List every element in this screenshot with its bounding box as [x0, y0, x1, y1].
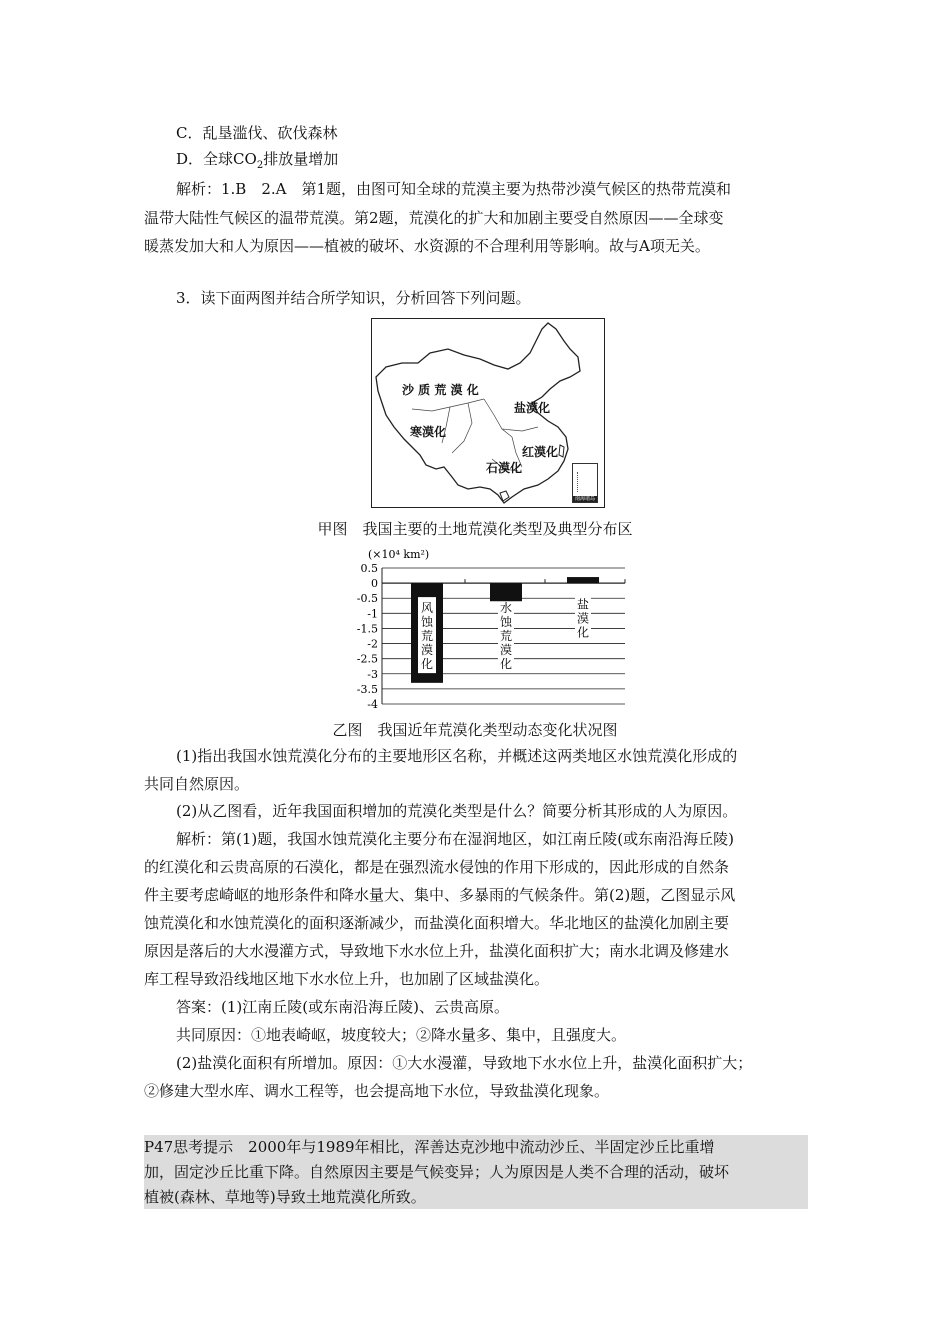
bar-category-label: 风蚀荒漠化 [420, 601, 434, 672]
label-cold: 寒漠化 [410, 425, 447, 439]
chart-unit-label: (×10⁴ km²) [368, 548, 430, 561]
bar-2 [490, 583, 522, 601]
option-d-post: 排放量增加 [263, 150, 339, 168]
label-rocky: 石漠化 [486, 461, 523, 475]
thinking-tip-box [144, 1135, 808, 1209]
chart-caption: 乙图 我国近年荒漠化类型动态变化状况图 [332, 721, 618, 739]
answer-line-1: 答案：(1)江南丘陵(或东南沿海丘陵)、云贵高原。 [176, 998, 509, 1016]
answer-line-2: 共同原因：①地表崎岖，坡度较大；②降水量多、集中，且强度大。 [176, 1026, 627, 1044]
option-c: C．乱垦滥伐、砍伐森林 [176, 124, 338, 142]
y-tick-label: -3 [367, 667, 378, 681]
y-tick-label: -4 [367, 698, 378, 710]
y-tick-label: -1 [367, 607, 378, 621]
analysis-line-4: 蚀荒漠化和水蚀荒漠化的面积逐渐减少，而盐漠化面积增大。华北地区的盐漠化加剧主要 [144, 914, 730, 932]
option-d-pre: D．全球CO [176, 150, 257, 168]
answer-line-3: (2)盐漠化面积有所增加。原因：①大水漫灌，导致地下水水位上升，盐漠化面积扩大； [176, 1054, 753, 1072]
bar-category-label: 盐漠化 [576, 597, 590, 640]
south-china-sea-inset [572, 463, 598, 503]
y-tick-label: -1.5 [356, 622, 378, 636]
question-2: (2)从乙图看，近年我国面积增加的荒漠化类型是什么？简要分析其形成的人为原因。 [176, 802, 738, 820]
question-3-stem: 3．读下面两图并结合所学知识，分析回答下列问题。 [176, 289, 531, 307]
map-caption: 甲图 我国主要的土地荒漠化类型及典型分布区 [317, 520, 633, 538]
analysis-line-3: 件主要考虑崎岖的地形条件和降水量大、集中、多暴雨的气候条件。第(2)题，乙图显示风 [144, 886, 736, 904]
y-tick-label: 0.5 [360, 562, 378, 575]
tip-line-3: 植被(森林、草地等)导致土地荒漠化所致。 [144, 1188, 426, 1206]
label-saline: 盐漠化 [514, 401, 551, 415]
desertification-change-chart [340, 545, 640, 710]
question-1-line-2: 共同自然原因。 [144, 775, 250, 793]
answer-line-4: ②修建大型水库、调水工程等，也会提高地下水位，导致盐漠化现象。 [144, 1082, 610, 1100]
bar-category-label: 水蚀荒漠化 [499, 601, 513, 672]
analysis-line-2: 的红漠化和云贵高原的石漠化，都是在强烈流水侵蚀的作用下形成的，因此形成的自然条 [144, 858, 730, 876]
question-1-line-1: (1)指出我国水蚀荒漠化分布的主要地形区名称，并概述这两类地区水蚀荒漠化形成的 [176, 747, 738, 765]
analysis-line-5: 原因是落后的大水漫灌方式，导致地下水水位上升，盐漠化面积扩大；南水北调及修建水 [144, 942, 730, 960]
option-d [176, 148, 808, 177]
y-tick-label: -0.5 [356, 592, 378, 606]
analysis-line-1: 解析：第(1)题，我国水蚀荒漠化主要分布在湿润地区，如江南丘陵(或东南沿海丘陵) [176, 830, 734, 848]
label-sandy: 沙 质 荒 漠 化 [402, 383, 479, 397]
y-tick-label: 0 [371, 577, 378, 591]
y-tick-label: -2 [367, 637, 378, 651]
tip-line-2: 加，固定沙丘比重下降。自然原因主要是气候变异；人为原因是人类不合理的活动，破坏 [144, 1163, 730, 1181]
bar-3 [567, 577, 599, 583]
taiwan-island [559, 445, 564, 457]
explain-line-1: 解析：1.B 2.A 第1题，由图可知全球的荒漠主要为热带沙漠气候区的热带荒漠和 [176, 180, 732, 198]
china-outline-svg [372, 319, 603, 506]
china-desertification-map [371, 318, 605, 508]
option-d-sub: 2 [256, 160, 264, 171]
analysis-line-6: 库工程导致沿线地区地下水水位上升，也加剧了区域盐漠化。 [144, 970, 550, 988]
inset-label: 南海诸岛 [574, 496, 595, 502]
tip-line-1: P47思考提示 2000年与1989年相比，浑善达克沙地中流动沙丘、半固定沙丘比重增 [144, 1138, 715, 1156]
y-tick-label: -2.5 [356, 652, 378, 666]
label-red: 红漠化 [522, 445, 559, 459]
explain-line-3: 暖蒸发加大和人为原因——植被的破坏、水资源的不合理利用等影响。故与A项无关。 [144, 237, 710, 255]
chart-bars [411, 577, 599, 683]
inset-islands-marks [577, 472, 592, 492]
explain-line-2: 温带大陆性气候区的温带荒漠。第2题，荒漠化的扩大和加剧主要受自然原因——全球变 [144, 209, 724, 227]
y-tick-label: -3.5 [356, 682, 378, 696]
